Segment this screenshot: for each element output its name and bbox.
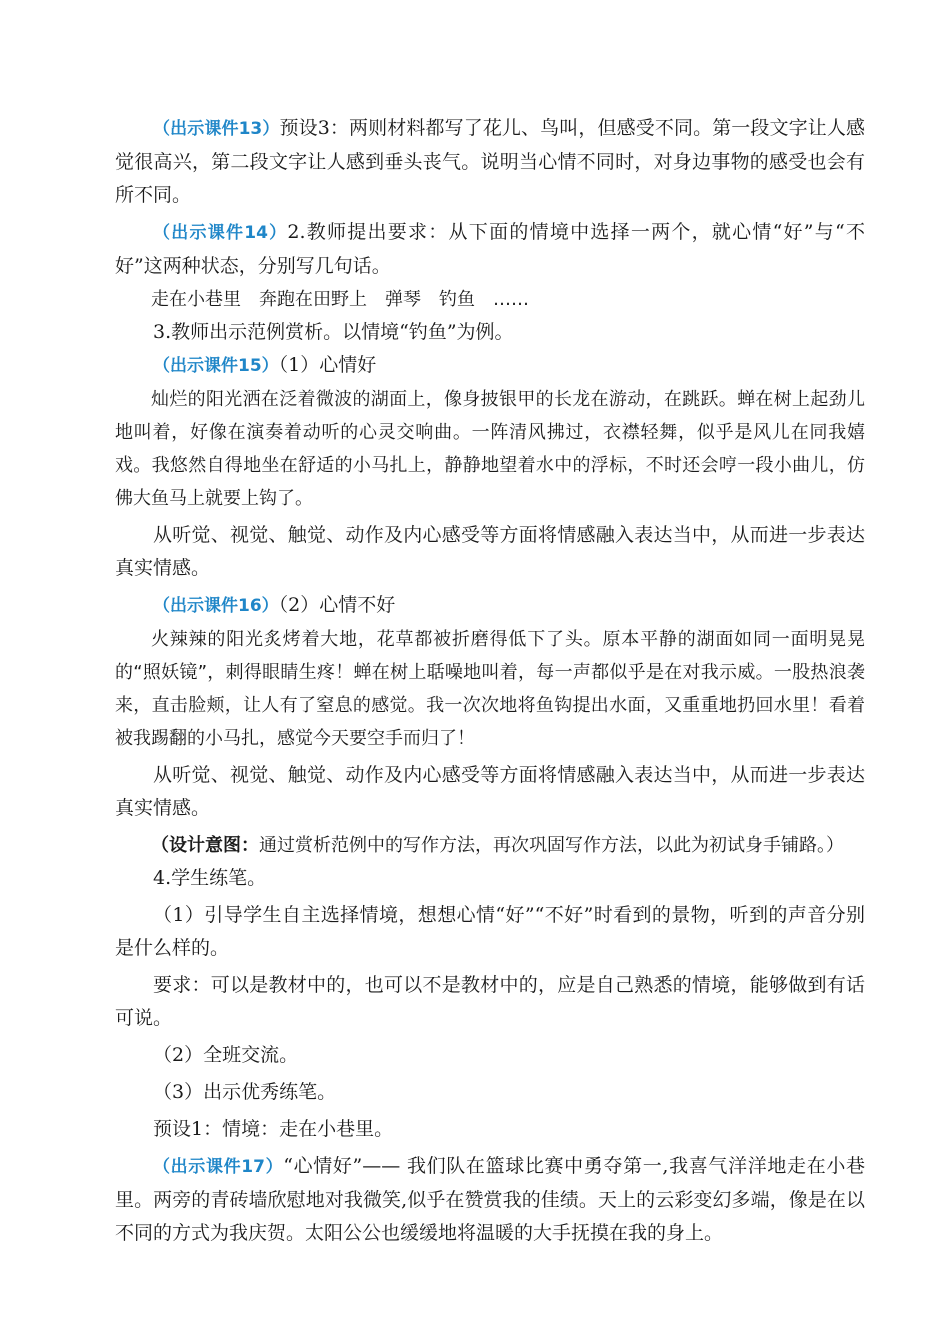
- paragraph-student-practice: [115, 862, 865, 895]
- paragraph-bad-mood-heading: [115, 589, 865, 623]
- scene-item: ……: [493, 289, 529, 310]
- courseware-tag: （出示课件14）: [153, 223, 288, 243]
- scene-item: 走在小巷里: [151, 289, 241, 310]
- paragraph-good-mood-sample: [115, 1150, 865, 1250]
- paragraph-text: 灿烂的阳光洒在泛着微波的湖面上，像身披银甲的长龙在游动，在跳跃。蝉在树上起劲儿地叫着，好像在演奏着动听的心灵交响曲。一阵清风拂过，衣襟轻舞，似乎是风儿在同我嬉戏。我悠然自得地坐在舒适的小马扎上，静静地望着水中的浮标，不时还会哼一段小曲儿，仿佛大鱼马上就要上钩了。: [115, 389, 865, 509]
- document-page: [115, 112, 865, 1250]
- courseware-tag: （出示课件13）: [153, 119, 280, 139]
- paragraph-text: 火辣辣的阳光炙烤着大地，花草都被折磨得低下了头。原本平静的湖面如同一面明晃晃的“照妖镜”，刺得眼睛生疼！蝉在树上聒噪地叫着，每一声都似乎是在对我示威。一股热浪袭来，直击脸颊，让人有了窒息的感觉。我一次次地将鱼钩提出水面，又重重地扔回水里！看着被我踢翻的小马扎，感觉今天要空手而归了！: [115, 629, 865, 749]
- paragraph-text: 从听觉、视觉、触觉、动作及内心感受等方面将情感融入表达当中，从而进一步表达真实情感。: [115, 764, 865, 819]
- paragraph-text: （2）全班交流。: [153, 1044, 299, 1066]
- scene-item: 钓鱼: [439, 289, 475, 310]
- paragraph-preset-1: [115, 1113, 865, 1146]
- paragraph-teacher-requirement: [115, 216, 865, 283]
- paragraph-preset-3: [115, 112, 865, 212]
- paragraph-analysis-2: [115, 759, 865, 825]
- paragraph-text: （1）心情好: [278, 354, 377, 376]
- scene-list: [115, 283, 865, 316]
- paragraph-example-intro: [115, 316, 865, 349]
- paragraph-text: “心情好”—— 我们队在篮球比赛中勇夺第一,我喜气洋洋地走在小巷里。两旁的青砖墙欣慰地对我微笑,似乎在赞赏我的佳绩。天上的云彩变幻多端，像是在以不同的方式为我庆贺。太阳公公也缓缓地将温暖的大手抚摸在我的身上。: [115, 1155, 865, 1244]
- paragraph-bad-mood-example: [115, 623, 865, 755]
- paragraph-class-exchange: [115, 1039, 865, 1072]
- paragraph-good-mood-heading: [115, 349, 865, 383]
- paragraph-text: 4.学生练笔。: [153, 867, 267, 889]
- paragraph-text: 3.教师出示范例赏析。以情境“钓鱼”为例。: [153, 321, 514, 343]
- paragraph-text: （3）出示优秀练笔。: [153, 1081, 337, 1103]
- paragraph-guide-students: [115, 899, 865, 965]
- paragraph-good-mood-example: [115, 383, 865, 515]
- paragraph-text: （2）心情不好: [278, 594, 396, 616]
- courseware-tag: （出示课件17）: [153, 1157, 284, 1177]
- courseware-tag: （出示课件15）: [153, 356, 279, 376]
- scene-item: 弹琴: [385, 289, 421, 310]
- scene-item: 奔跑在田野上: [259, 289, 367, 310]
- paragraph-text: 预设1：情境：走在小巷里。: [153, 1118, 394, 1140]
- courseware-tag: （出示课件16）: [153, 596, 279, 616]
- paragraph-design-intent: [115, 829, 865, 862]
- paragraph-text: 预设3：两则材料都写了花儿、鸟叫，但感受不同。第一段文字让人感觉很高兴，第二段文字让人感到垂头丧气。说明当心情不同时，对身边事物的感受也会有所不同。: [115, 117, 865, 206]
- design-intent-label: （设计意图：: [151, 835, 259, 856]
- paragraph-analysis-1: [115, 519, 865, 585]
- paragraph-show-excellent: [115, 1076, 865, 1109]
- paragraph-text: 要求：可以是教材中的，也可以不是教材中的，应是自己熟悉的情境，能够做到有话可说。: [115, 974, 865, 1029]
- paragraph-text: （1）引导学生自主选择情境，想想心情“好”“不好”时看到的景物，听到的声音分别是什么样的。: [115, 904, 865, 959]
- paragraph-text: 2.教师提出要求：从下面的情境中选择一两个，就心情“好”与“不好”这两种状态，分别写几句话。: [115, 221, 865, 277]
- paragraph-text: 通过赏析范例中的写作方法，再次巩固写作方法，以此为初试身手铺路。）: [259, 835, 844, 856]
- paragraph-text: 从听觉、视觉、触觉、动作及内心感受等方面将情感融入表达当中，从而进一步表达真实情感。: [115, 524, 865, 579]
- paragraph-requirement: [115, 969, 865, 1035]
